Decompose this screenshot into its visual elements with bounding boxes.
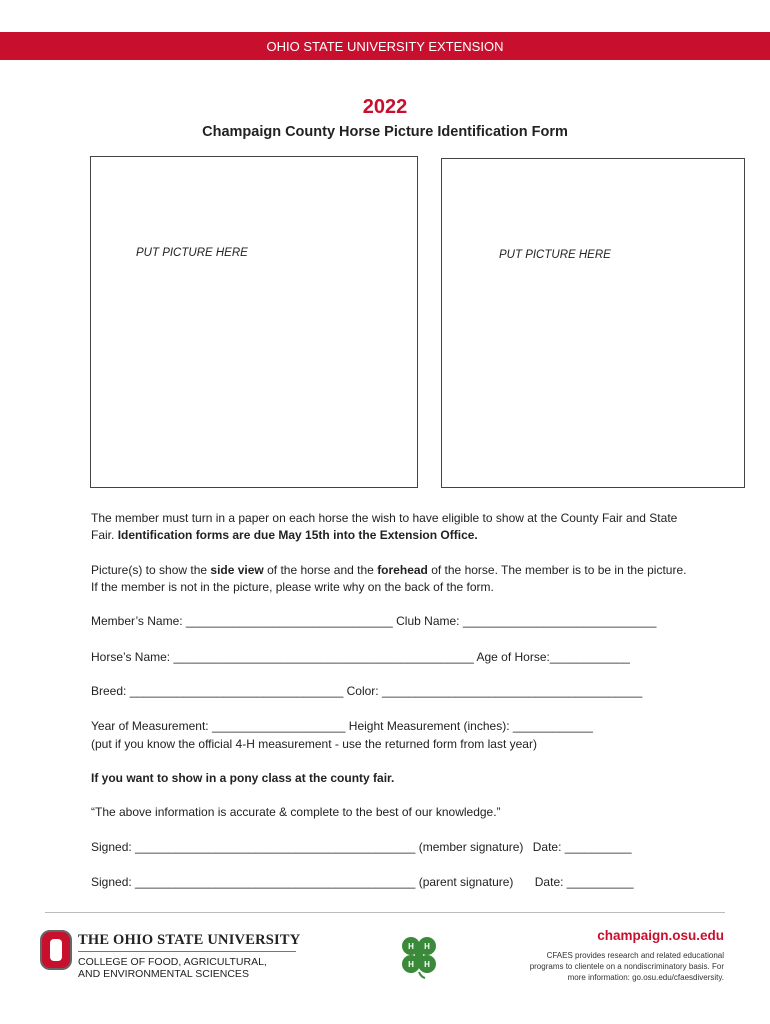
age-of-horse-field[interactable]: Age of Horse:____________ [476,650,630,664]
horses-name-field[interactable]: _____________________________________________ [173,650,474,664]
members-name-field[interactable]: Member’s Name: _______________________________ Club Name: _____________________________ [91,614,657,628]
cfaes-statement: CFAES provides research and related educational programs to clientele on a nondiscriminatory basis. For more information: go.osu.edu/cfaesdiversity. [529,951,724,982]
pony-class-note: If you want to show in a pony class at the county fair. [91,771,395,785]
svg-text:H: H [408,960,414,969]
university-name: THE OHIO STATE UNIVERSITY [78,932,301,948]
signed-member-label: Signed: [91,840,132,854]
member-signature-row [91,840,632,854]
svg-text:H: H [424,942,430,951]
breed-row [91,684,642,698]
block-o-icon [40,930,72,970]
form-title: Champaign County Horse Picture Identification Form [202,124,568,140]
photo-placeholder-left: PUT PICTURE HERE [136,247,248,259]
university-rule [78,951,296,952]
horse-name-row [91,650,630,664]
horses-name-label: Horse’s Name: [91,650,171,664]
breed-label: Breed: [91,684,127,698]
svg-text:H: H [408,942,414,951]
intro-paragraph: The member must turn in a paper on each horse the wish to have eligible to show at the County Fair and State Fair. Identification forms are due May 15th into the Extension Office. [91,511,678,542]
college-name: COLLEGE OF FOOD, AGRICULTURAL, AND ENVIRONMENTAL SCIENCES [78,956,267,980]
year-measurement-field[interactable]: ____________________ [211,719,346,733]
picture-instructions: Picture(s) to show the side view of the horse and the forehead of the horse. The member is to be in the picture. If the member is not in the picture, please write why on the back of the form. [91,563,687,594]
4h-clover-icon [395,932,443,980]
website-link[interactable]: champaign.osu.edu [597,928,724,943]
extension-banner [0,32,770,60]
member-date-field[interactable]: Date: __________ [532,840,632,854]
parent-date-field[interactable]: Date: __________ [534,875,634,889]
height-measurement-field[interactable]: Height Measurement (inches): ____________ [348,719,593,733]
member-signature-label: (member signature) [418,840,524,854]
signed-parent-label: Signed: [91,875,132,889]
measurement-row [91,719,593,733]
form-year: 2022 [362,96,408,118]
color-label: Color: [346,684,379,698]
parent-signature-field[interactable]: __________________________________________ [135,875,416,889]
measurement-note: (put if you know the official 4-H measurement - use the returned form from last year) [91,737,537,751]
accuracy-statement: “The above information is accurate & complete to the best of our knowledge.” [91,805,501,819]
photo-box-right[interactable] [441,158,745,488]
breed-field[interactable]: ________________________________ [129,684,344,698]
due-date-note: Identification forms are due May 15th into the Extension Office. [117,528,478,542]
parent-signature-row [91,875,634,889]
color-field[interactable]: _______________________________________ [381,684,643,698]
member-signature-field[interactable]: __________________________________________ [135,840,416,854]
parent-signature-label: (parent signature) [418,875,514,889]
year-measurement-label: Year of Measurement: [91,719,209,733]
photo-box-left[interactable] [90,156,418,488]
banner-text: OHIO STATE UNIVERSITY EXTENSION [266,38,504,54]
footer-divider [45,912,725,913]
svg-text:H: H [424,960,430,969]
photo-placeholder-right: PUT PICTURE HERE [499,249,611,261]
